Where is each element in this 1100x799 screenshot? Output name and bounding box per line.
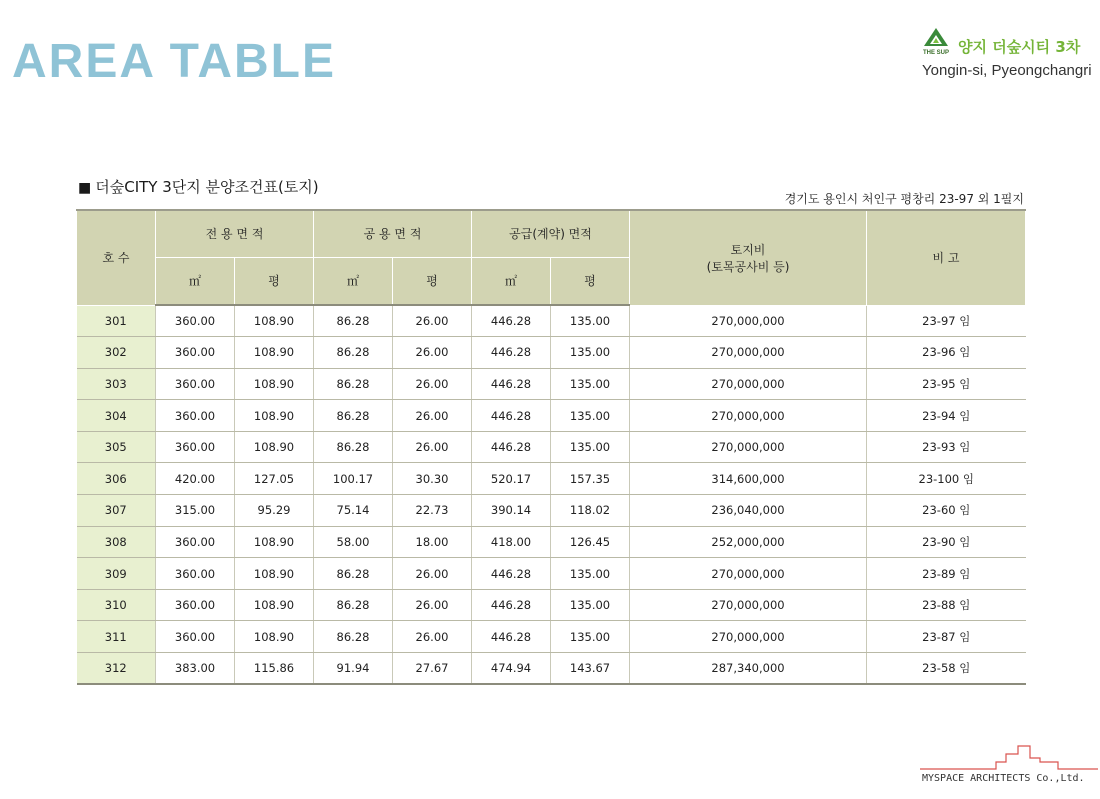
company-name: MYSPACE ARCHITECTS Co.,Ltd. xyxy=(922,773,1085,784)
table-row xyxy=(77,589,1026,621)
exclusive-pyeong-cell: 108.90 xyxy=(235,589,314,621)
supply-pyeong-cell: 135.00 xyxy=(551,368,630,400)
exclusive-pyeong-cell: 108.90 xyxy=(235,526,314,558)
common-pyeong-cell: 26.00 xyxy=(393,305,472,337)
supply-sqm-cell: 418.00 xyxy=(472,526,551,558)
exclusive-pyeong-cell: 108.90 xyxy=(235,337,314,369)
exclusive-pyeong-cell: 95.29 xyxy=(235,495,314,527)
supply-sqm-cell: 446.28 xyxy=(472,305,551,337)
unit-number-cell: 311 xyxy=(77,621,156,653)
unit-number-cell: 302 xyxy=(77,337,156,369)
common-pyeong-cell: 26.00 xyxy=(393,400,472,432)
header-unit: 호 수 xyxy=(77,210,156,305)
remarks-cell: 23-58 임 xyxy=(867,653,1026,685)
exclusive-pyeong-cell: 108.90 xyxy=(235,305,314,337)
common-sqm-cell: 86.28 xyxy=(314,337,393,369)
exclusive-sqm-cell: 360.00 xyxy=(156,558,235,590)
brand-logo-text: THE SUP xyxy=(922,50,949,56)
remarks-cell: 23-88 임 xyxy=(867,589,1026,621)
header-common-area: 공 용 면 적 xyxy=(314,210,472,257)
supply-sqm-cell: 474.94 xyxy=(472,653,551,685)
unit-number-cell: 305 xyxy=(77,431,156,463)
exclusive-sqm-cell: 360.00 xyxy=(156,431,235,463)
land-cost-cell: 270,000,000 xyxy=(630,400,867,432)
common-pyeong-cell: 26.00 xyxy=(393,589,472,621)
supply-pyeong-cell: 157.35 xyxy=(551,463,630,495)
common-sqm-cell: 75.14 xyxy=(314,495,393,527)
common-sqm-cell: 86.28 xyxy=(314,621,393,653)
common-pyeong-cell: 26.00 xyxy=(393,558,472,590)
land-cost-cell: 236,040,000 xyxy=(630,495,867,527)
page-title: AREA TABLE xyxy=(12,35,336,88)
exclusive-pyeong-cell: 108.90 xyxy=(235,621,314,653)
supply-pyeong-cell: 135.00 xyxy=(551,621,630,653)
land-cost-cell: 287,340,000 xyxy=(630,653,867,685)
subheader-sqm: ㎡ xyxy=(314,257,393,305)
common-pyeong-cell: 30.30 xyxy=(393,463,472,495)
header-land-cost-line1: 토지비 xyxy=(730,242,766,257)
unit-number-cell: 303 xyxy=(77,368,156,400)
common-pyeong-cell: 26.00 xyxy=(393,431,472,463)
common-pyeong-cell: 26.00 xyxy=(393,621,472,653)
table-row xyxy=(77,431,1026,463)
land-cost-cell: 270,000,000 xyxy=(630,337,867,369)
exclusive-sqm-cell: 360.00 xyxy=(156,621,235,653)
supply-sqm-cell: 446.28 xyxy=(472,400,551,432)
table-row xyxy=(77,621,1026,653)
supply-pyeong-cell: 135.00 xyxy=(551,589,630,621)
unit-number-cell: 304 xyxy=(77,400,156,432)
supply-pyeong-cell: 135.00 xyxy=(551,431,630,463)
lot-location: 경기도 용인시 처인구 평창리 23-97 외 1필지 xyxy=(784,192,1024,206)
subheader-sqm: ㎡ xyxy=(472,257,551,305)
building-skyline-icon xyxy=(918,742,1100,772)
remarks-cell: 23-93 임 xyxy=(867,431,1026,463)
header-land-cost xyxy=(630,210,867,305)
remarks-cell: 23-94 임 xyxy=(867,400,1026,432)
unit-number-cell: 307 xyxy=(77,495,156,527)
remarks-cell: 23-90 임 xyxy=(867,526,1026,558)
supply-pyeong-cell: 118.02 xyxy=(551,495,630,527)
header-exclusive-area: 전 용 면 적 xyxy=(156,210,314,257)
remarks-cell: 23-100 임 xyxy=(867,463,1026,495)
subheader-pyeong: 평 xyxy=(551,257,630,305)
supply-pyeong-cell: 126.45 xyxy=(551,526,630,558)
brand-logo xyxy=(918,26,954,62)
common-sqm-cell: 100.17 xyxy=(314,463,393,495)
common-sqm-cell: 86.28 xyxy=(314,305,393,337)
common-sqm-cell: 91.94 xyxy=(314,653,393,685)
common-sqm-cell: 86.28 xyxy=(314,400,393,432)
supply-pyeong-cell: 135.00 xyxy=(551,400,630,432)
supply-sqm-cell: 446.28 xyxy=(472,368,551,400)
supply-pyeong-cell: 135.00 xyxy=(551,337,630,369)
exclusive-sqm-cell: 360.00 xyxy=(156,337,235,369)
supply-pyeong-cell: 143.67 xyxy=(551,653,630,685)
table-row xyxy=(77,305,1026,337)
exclusive-sqm-cell: 360.00 xyxy=(156,400,235,432)
exclusive-sqm-cell: 360.00 xyxy=(156,589,235,621)
table-body xyxy=(77,305,1026,684)
land-cost-cell: 270,000,000 xyxy=(630,589,867,621)
brand-address: Yongin-si, Pyeongchangri xyxy=(922,62,1092,79)
unit-number-cell: 301 xyxy=(77,305,156,337)
land-cost-cell: 252,000,000 xyxy=(630,526,867,558)
subheader-sqm: ㎡ xyxy=(156,257,235,305)
supply-sqm-cell: 446.28 xyxy=(472,558,551,590)
common-sqm-cell: 86.28 xyxy=(314,558,393,590)
land-cost-cell: 314,600,000 xyxy=(630,463,867,495)
unit-number-cell: 308 xyxy=(77,526,156,558)
common-sqm-cell: 86.28 xyxy=(314,431,393,463)
table-row xyxy=(77,526,1026,558)
common-sqm-cell: 86.28 xyxy=(314,368,393,400)
supply-sqm-cell: 446.28 xyxy=(472,431,551,463)
table-row xyxy=(77,558,1026,590)
table-row xyxy=(77,463,1026,495)
exclusive-sqm-cell: 383.00 xyxy=(156,653,235,685)
subheader-pyeong: 평 xyxy=(393,257,472,305)
common-sqm-cell: 86.28 xyxy=(314,589,393,621)
exclusive-pyeong-cell: 127.05 xyxy=(235,463,314,495)
exclusive-sqm-cell: 360.00 xyxy=(156,526,235,558)
table-row xyxy=(77,400,1026,432)
supply-pyeong-cell: 135.00 xyxy=(551,305,630,337)
header-land-cost-line2: (토목공사비 등) xyxy=(706,259,790,274)
supply-pyeong-cell: 135.00 xyxy=(551,558,630,590)
common-pyeong-cell: 22.73 xyxy=(393,495,472,527)
area-table xyxy=(76,209,1026,685)
remarks-cell: 23-96 임 xyxy=(867,337,1026,369)
exclusive-sqm-cell: 360.00 xyxy=(156,305,235,337)
common-pyeong-cell: 26.00 xyxy=(393,368,472,400)
exclusive-sqm-cell: 420.00 xyxy=(156,463,235,495)
table-row xyxy=(77,653,1026,685)
unit-number-cell: 310 xyxy=(77,589,156,621)
land-cost-cell: 270,000,000 xyxy=(630,305,867,337)
common-pyeong-cell: 27.67 xyxy=(393,653,472,685)
section-heading xyxy=(78,176,319,197)
exclusive-sqm-cell: 360.00 xyxy=(156,368,235,400)
square-bullet-icon: ■ xyxy=(78,180,92,196)
subheader-pyeong: 평 xyxy=(235,257,314,305)
remarks-cell: 23-97 임 xyxy=(867,305,1026,337)
land-cost-cell: 270,000,000 xyxy=(630,621,867,653)
table-row xyxy=(77,495,1026,527)
supply-sqm-cell: 520.17 xyxy=(472,463,551,495)
company-logo xyxy=(918,742,1100,792)
remarks-cell: 23-95 임 xyxy=(867,368,1026,400)
remarks-cell: 23-89 임 xyxy=(867,558,1026,590)
common-sqm-cell: 58.00 xyxy=(314,526,393,558)
header-row xyxy=(77,210,1026,257)
exclusive-pyeong-cell: 108.90 xyxy=(235,431,314,463)
land-cost-cell: 270,000,000 xyxy=(630,558,867,590)
supply-sqm-cell: 446.28 xyxy=(472,337,551,369)
exclusive-pyeong-cell: 108.90 xyxy=(235,558,314,590)
unit-number-cell: 306 xyxy=(77,463,156,495)
mountain-icon xyxy=(918,26,954,50)
common-pyeong-cell: 18.00 xyxy=(393,526,472,558)
brand-name: 양지 더숲시티 3차 xyxy=(958,38,1081,56)
exclusive-pyeong-cell: 108.90 xyxy=(235,400,314,432)
table-row xyxy=(77,368,1026,400)
header-supply-area: 공급(계약) 면적 xyxy=(472,210,630,257)
brand-block xyxy=(918,26,1100,86)
exclusive-pyeong-cell: 115.86 xyxy=(235,653,314,685)
land-cost-cell: 270,000,000 xyxy=(630,368,867,400)
unit-number-cell: 309 xyxy=(77,558,156,590)
unit-number-cell: 312 xyxy=(77,653,156,685)
table-row xyxy=(77,337,1026,369)
land-cost-cell: 270,000,000 xyxy=(630,431,867,463)
common-pyeong-cell: 26.00 xyxy=(393,337,472,369)
supply-sqm-cell: 446.28 xyxy=(472,589,551,621)
supply-sqm-cell: 446.28 xyxy=(472,621,551,653)
remarks-cell: 23-60 임 xyxy=(867,495,1026,527)
exclusive-sqm-cell: 315.00 xyxy=(156,495,235,527)
supply-sqm-cell: 390.14 xyxy=(472,495,551,527)
remarks-cell: 23-87 임 xyxy=(867,621,1026,653)
header-remarks: 비 고 xyxy=(867,210,1026,305)
section-heading-text: 더숲CITY 3단지 분양조건표(토지) xyxy=(95,178,319,196)
exclusive-pyeong-cell: 108.90 xyxy=(235,368,314,400)
